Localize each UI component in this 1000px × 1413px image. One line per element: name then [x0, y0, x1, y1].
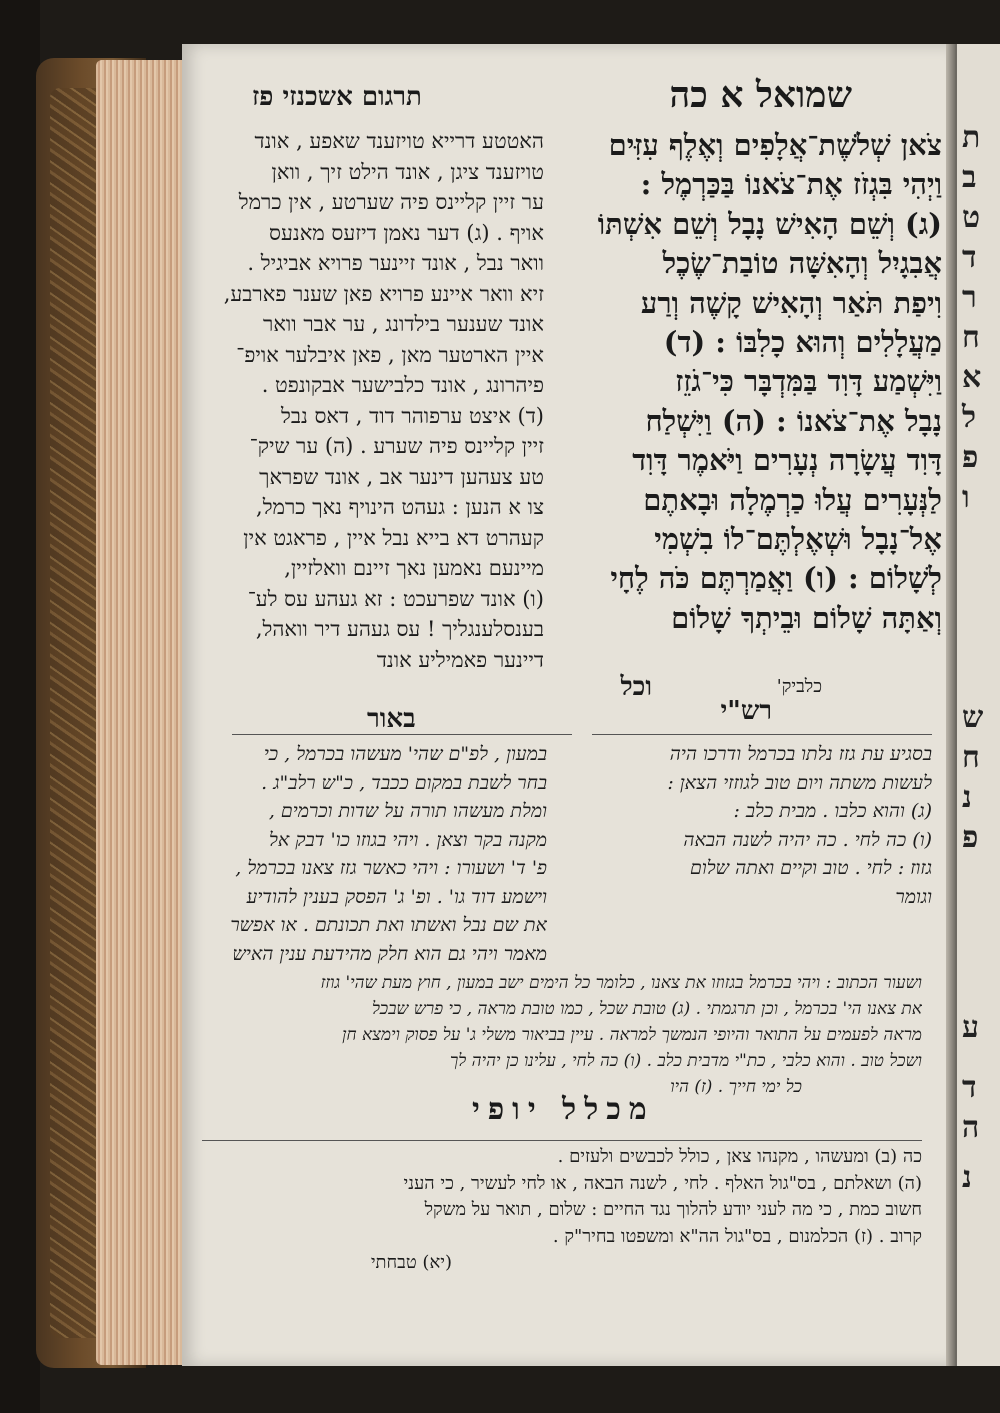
mikhlal-yofi-section	[202, 1144, 922, 1277]
translation-line: זיא וואר איינע פרויא פאן שענר פארבע,	[223, 281, 544, 306]
mikhlal-line: כה (ב) ומעשהו , מקנהו צאן , כולל לכבשים ולעזים .	[557, 1146, 922, 1167]
running-header-left: תרגום אשכנזי פז	[252, 82, 422, 112]
facing-page-fragment: ד	[962, 240, 977, 275]
book-page	[182, 44, 952, 1366]
facing-page-fragment: ב	[962, 160, 977, 195]
translation-line: אויף . (ג) דער נאמן דיזעס מאנעס	[269, 220, 544, 245]
facing-page-fragment: נ	[962, 1160, 972, 1195]
mikhlal-line: (ה) ושאלתם , בס"גול האלף . לחי , לשנה הבאה , או לחי לעשיר , כי העני	[403, 1172, 922, 1194]
biur-title: באור	[367, 704, 416, 734]
biur-line: מאמר ויהי גם הוא חלק מהידעת ענין האיש	[232, 942, 547, 965]
scripture-line: לַנְּעָרִים עֲלוּ כַרְמֶלָה וּבָאתֶם	[643, 482, 942, 517]
biur-wide-line: ושעור הכתוב : ויהי בכרמל בגזוזו את צאנו , כלומר כל הימים ישב במעון , חוץ מעת שהי' גוזז	[320, 973, 922, 993]
rashi-line: (ג) והוא כלבו . מבית כלב :	[733, 800, 932, 822]
biur-wide-line: את צאנו הי' בכרמל , וכן תרגמתי . (ג) טובת שכל , כמו טובת מראה , כי פרש שבכל	[371, 999, 922, 1019]
rashi-column	[582, 740, 932, 911]
facing-page-fragment: ר	[962, 280, 977, 315]
translation-line: פיהרונג , אונד כלבישער אבקונפט .	[261, 373, 544, 397]
scripture-line: דָּוִד עֲשָׂרָה נְעָרִים וַיֹּאמֶר דָּוִד	[632, 443, 942, 478]
biur-wide-line: מראה לפעמים על התואר והיופי הנמשך למראה . עיין בביאור משלי ג' על פסוק וימצא חן	[342, 1025, 922, 1045]
scripture-line: נָבָל אֶת־צֹאנוֹ : (ה) וַיִּשְׁלַח	[645, 403, 942, 438]
facing-page-fragment: פ	[962, 440, 979, 475]
facing-page-fragment: ח	[962, 740, 980, 775]
scripture-column	[582, 126, 942, 638]
scripture-line: אֲבִגָיִל וְהָאִשָּׁה טוֹבַת־שֶׂכֶל	[662, 246, 942, 281]
biur-line: בחר לשבת במקום ככבד , כ"ש רלב"ג .	[261, 771, 547, 794]
translation-line: בענסלענגליך ! עס געהע דיר וואהל,	[255, 617, 544, 641]
scripture-line: וִיפַת תֹּאַר וְהָאִישׁ קָשֶׁה וְרַע	[640, 285, 942, 320]
mikhlal-line: חשוב כמת , כי מה לעני יודע להלוך נגד החיים : שלום , תואר על משקל	[424, 1199, 922, 1220]
rashi-catchword: כלביק'	[776, 676, 822, 697]
facing-page-fragment: ט	[962, 200, 981, 235]
translation-column	[204, 126, 544, 675]
mikhlal-line: (יא) טבחתי	[370, 1252, 452, 1273]
biur-column	[202, 740, 547, 968]
rashi-line: (ו) כה לחי . כה יהיה לשנה הבאה	[683, 828, 932, 851]
facing-page-fragment: א	[962, 360, 982, 395]
biur-rule	[232, 734, 572, 735]
scripture-line: מַעֲלָלִים וְהוּא כָלִבּוֹ : (ד)	[663, 324, 942, 359]
scripture-line: (ג) וְשֵׁם הָאִישׁ נָבָל וְשֵׁם אִשְׁתּוֹ	[597, 206, 942, 241]
facing-page-fragment: ל	[962, 400, 977, 435]
translation-line: זיין קליינס פיה שערע . (ה) ער שיק־	[249, 434, 544, 458]
scripture-line: צֹאן שְׁלֹשֶׁת־אֲלָפִים וְאֶלֶף עִזִּים	[608, 128, 942, 162]
rashi-line: לעשות משתה ויום טוב לגוזזי הצאן :	[667, 771, 932, 794]
translation-line: דיינער פאמיליע אונד	[376, 647, 544, 672]
scripture-line: וַיִּשְׁמַע דָּוִד בַּמִּדְבָּר כִּי־גֹזֵז	[675, 364, 942, 399]
biur-line: פ' ד' ושעורו : ויהי כאשר גזז צאנו בכרמל ,	[235, 857, 547, 879]
translation-line: קעהרט דא בייא נבל איין , פראגט אין	[243, 525, 544, 550]
biur-line: וישמע דוד גו' . ופ' ג' הפסק בענין להודיע	[246, 885, 547, 908]
rashi-title: רש"י	[720, 696, 772, 726]
running-header-right: שמואל א כה	[669, 74, 852, 116]
facing-page-fragment: ה	[962, 1110, 980, 1145]
rashi-rule	[592, 734, 932, 735]
rashi-line: וגומר	[895, 885, 932, 908]
scripture-line: וַיְהִי בִּגְזֹז אֶת־צֹאנוֹ בַּכַּרְמֶל :	[640, 167, 942, 202]
translation-line: איין הארטער מאן , פאן איבלער אויפ־	[236, 342, 544, 367]
translation-line: אונד שענער בילדונג , ער אבר וואר	[263, 312, 544, 336]
mikhlal-line: קרוב . (ז) הכלמנום , בס"גול הה"א ומשפטו בחיר"ק .	[552, 1225, 922, 1247]
facing-page-fragment: פ	[962, 820, 979, 855]
biur-wide-line: כל ימי חייך . (ז) היו	[670, 1077, 802, 1097]
facing-page-fragment: ח	[962, 320, 980, 355]
scripture-catchword: וכל	[620, 672, 652, 702]
translation-line: (ו) אונד שפרעכט : זא געהע עס לע־	[247, 586, 544, 611]
rashi-line: בסגיע עת גזז נלתו בכרמל ודרכו היה	[669, 743, 932, 765]
rashi-line: גזוז : לחי . טוב וקיים ואתה שלום	[690, 857, 932, 879]
translation-line: ער זיין קליינס פיה שערטע , אין כרמל	[238, 190, 544, 214]
translation-line: האטטע דרייא טויזענד שאפע , אונד	[254, 129, 544, 153]
scripture-line: וְאַתָּה שָׁלוֹם וּבֵיתְךָ שָׁלוֹם	[671, 600, 942, 635]
scripture-line: אֶל־נָבָל וּשְׁאֶלְתֶּם־לוֹ בִשְׁמִי	[654, 521, 942, 556]
mikhlal-yofi-title: מכלל יופי	[472, 1092, 655, 1127]
facing-page-fragment: ע	[962, 1010, 979, 1045]
translation-line: (ד) איצט ערפוהר דוד , דאס נבל	[281, 403, 544, 428]
biur-line: ומלת מעשהו תורה על שדות וכרמים ,	[268, 800, 547, 822]
book-spine	[0, 0, 40, 1413]
scripture-line: לְשָׁלוֹם : (ו) וַאֲמַרְתֶּם כֹּה לֶחָי	[610, 561, 942, 596]
biur-line: את שם נבל ואשתו ואת תכונתם . או אפשר	[230, 914, 547, 936]
translation-line: טע צעהען דינער אב , אונד שפראך	[259, 464, 544, 489]
biur-continuation	[202, 970, 922, 1100]
facing-page-fragment: ת	[962, 120, 981, 155]
biur-line: מקנה בקר וצאן . ויהי בגוזו כו' דבק אל	[268, 828, 547, 851]
facing-page-fragment: נ	[962, 780, 972, 815]
biur-line: במעון , לפ"ם שהי' מעשהו בכרמל , כי	[263, 743, 547, 765]
page-edges	[96, 60, 186, 1365]
translation-line: וואר נבל , אונד זיינער פרויא אביגיל .	[247, 251, 544, 275]
translation-line: טויזענד ציגן , אונד הילט זיך , וואן	[271, 159, 544, 184]
facing-page-fragment: ש	[962, 700, 984, 735]
mikhlal-rule	[202, 1140, 922, 1141]
translation-line: צו א הנען : געהט הינויף נאך כרמל,	[256, 495, 544, 519]
facing-page-fragment: ו	[962, 480, 970, 515]
facing-page-fragment: ד	[962, 1070, 977, 1105]
biur-wide-line: ושכל טוב . והוא כלבי , כת"י מדבית כלב . (ו) כה לחי , עלינו כן יהיה לך	[449, 1051, 922, 1071]
translation-line: מיינעם נאמען נאך זיינם וואלזיין,	[284, 556, 544, 580]
